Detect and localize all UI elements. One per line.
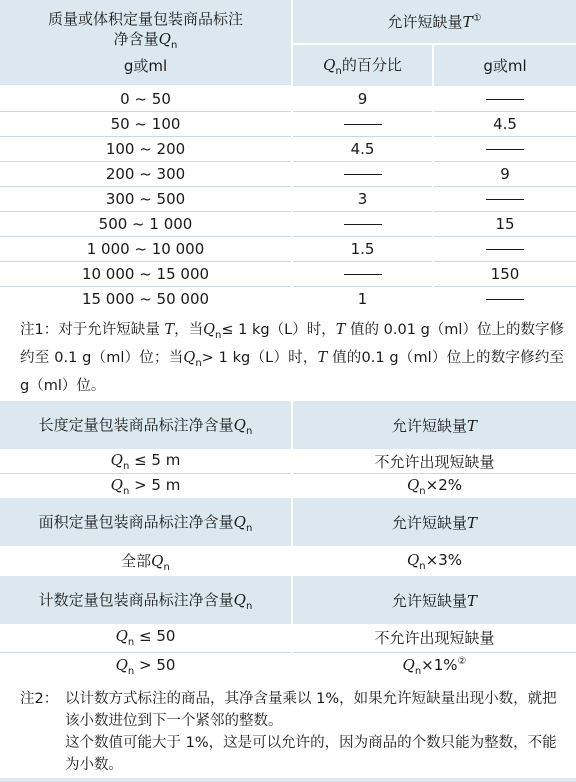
count-value [292, 652, 576, 680]
note-label: 注1： [20, 322, 59, 338]
header-text: 允许短缺量 [387, 13, 463, 31]
area-header-right [292, 498, 576, 546]
n-subscript: n [245, 600, 253, 612]
area-header-left [0, 498, 292, 546]
note-text: 这个数值可能大于 1%，这是可以允许的，因为商品的个数只能为整数，不能为小数。 [65, 735, 557, 773]
note-text: ≤ 1 kg（L）时， [221, 322, 336, 338]
q-symbol: Q [158, 30, 171, 48]
percent-cell [292, 187, 433, 212]
n-subscript: n [245, 425, 253, 437]
range-cell [0, 262, 292, 287]
header-text: 的百分比 [341, 56, 402, 74]
t-symbol: T [467, 513, 478, 532]
gml-cell [433, 137, 576, 162]
footnote-mark: ① [472, 13, 482, 24]
dash-mark [486, 249, 524, 250]
dash-mark [344, 174, 382, 175]
gml-cell [433, 212, 576, 237]
header-text: 面积定量包装商品标注净含量 [38, 512, 234, 531]
cell-text: 15 [495, 215, 515, 233]
cell-text: 9 [357, 89, 368, 108]
cell-text: 500 ~ 1 000 [98, 215, 193, 233]
length-value [292, 449, 576, 474]
cond-text: ≤ 50 [139, 627, 176, 646]
col-header-allowed-shortage [292, 0, 576, 44]
cell-text: 9 [500, 165, 510, 183]
cell-text: 4.5 [493, 115, 517, 133]
col-header-percent [292, 44, 433, 86]
range-cell [0, 112, 292, 137]
percent-cell [292, 112, 433, 137]
range-cell [0, 212, 292, 237]
bottom-divider [0, 778, 576, 782]
q-symbol: Q [406, 550, 420, 569]
cell-text: 150 [490, 265, 520, 283]
n-subscript: n [419, 485, 426, 497]
range-cell [0, 237, 292, 262]
length-cond [0, 449, 292, 474]
n-subscript: n [215, 329, 222, 341]
footnote-mark: ② [457, 655, 467, 667]
range-cell [0, 187, 292, 212]
count-cond [0, 652, 292, 680]
n-subscript: n [127, 637, 135, 649]
q-symbol: Q [323, 56, 336, 74]
table-row [0, 86, 576, 112]
table-row [0, 187, 576, 212]
area-cond [0, 546, 292, 576]
note-2-body [20, 688, 564, 776]
range-cell [0, 137, 292, 162]
value-text: 不允许出现短缺量 [374, 629, 495, 648]
cell-text: 1 [357, 290, 368, 308]
table-row [0, 287, 576, 312]
percent-cell [292, 137, 433, 162]
dash-mark [486, 199, 524, 200]
count-header-left [0, 576, 292, 624]
gml-cell [433, 162, 576, 187]
cell-text: 1.5 [350, 240, 375, 258]
header-text: 长度定量包装商品标注净含量 [38, 415, 234, 434]
count-value [292, 624, 576, 652]
note-label: 注2： [20, 691, 59, 707]
table-row [0, 137, 576, 162]
q-symbol: Q [183, 349, 196, 366]
cell-text: 1 000 ~ 10 000 [86, 240, 205, 258]
dash-mark [344, 224, 382, 225]
q-symbol: Q [233, 590, 246, 609]
t-symbol: T [335, 322, 346, 338]
note-text: 位上的数字修约至 0.1 g（ml）位；当 [20, 322, 565, 366]
note-text: 值的 0.01 g（ml） [350, 322, 477, 338]
note-text: > 1 kg（L）时， [201, 349, 318, 366]
gml-cell [433, 287, 576, 312]
dash-mark [486, 99, 524, 100]
cell-text: 200 ~ 300 [105, 165, 186, 183]
length-header-left [0, 401, 292, 449]
table-row [0, 474, 576, 499]
q-symbol: Q [151, 551, 164, 570]
note-text: 值的 [332, 349, 362, 366]
gml-cell [433, 86, 576, 112]
cell-text: 0 ~ 50 [120, 90, 171, 108]
t-symbol: T [164, 322, 175, 338]
n-subscript: n [195, 357, 202, 369]
gml-cell [433, 112, 576, 137]
percent-cell [292, 287, 433, 312]
note-text: 对于允许短缺量 [58, 322, 160, 338]
t-symbol: T [467, 416, 478, 435]
length-value [292, 474, 576, 499]
n-subscript: n [419, 560, 426, 572]
q-symbol: Q [233, 415, 246, 434]
percent-cell [292, 162, 433, 187]
cond-text: 全部 [121, 551, 152, 570]
n-subscript: n [414, 665, 422, 677]
table-row [0, 449, 576, 474]
percent-cell [292, 262, 433, 287]
dash-mark [486, 299, 524, 300]
q-symbol: Q [115, 627, 128, 646]
table-row [0, 624, 576, 652]
col-header-gml [433, 44, 576, 86]
gml-cell [433, 262, 576, 287]
table-row [0, 262, 576, 287]
q-symbol: Q [115, 655, 128, 674]
note-2 [0, 680, 576, 776]
n-subscript: n [122, 485, 130, 497]
percent-cell [292, 212, 433, 237]
note-1 [0, 311, 576, 401]
table-row [0, 652, 576, 680]
q-symbol: Q [203, 322, 216, 338]
table-row [0, 112, 576, 137]
q-symbol: Q [110, 450, 123, 469]
n-subscript: n [170, 40, 178, 51]
value-text: ×3% [425, 550, 463, 569]
range-cell [0, 287, 292, 312]
cell-text: 50 ~ 100 [110, 115, 181, 133]
cond-text: ≤ 5 m [134, 450, 181, 469]
n-subscript: n [122, 460, 130, 472]
mass-volume-table [0, 0, 576, 311]
q-symbol: Q [110, 475, 123, 494]
header-text: g或ml [483, 57, 527, 75]
length-cond [0, 474, 292, 499]
range-cell [0, 86, 292, 112]
count-header-right [292, 576, 576, 624]
gml-cell [433, 237, 576, 262]
cell-text: 15 000 ~ 50 000 [81, 290, 210, 308]
range-cell [0, 162, 292, 187]
cell-text: 10 000 ~ 15 000 [81, 265, 210, 283]
note-text: ，当 [174, 322, 204, 338]
table-row [0, 212, 576, 237]
cond-text: > 50 [139, 655, 176, 674]
note-text: 0.1 g（ml）位上的数字修约至 g（ml）位。 [20, 349, 565, 394]
q-symbol: Q [406, 475, 420, 494]
length-header-right [292, 401, 576, 449]
cell-text: 300 ~ 500 [105, 190, 186, 208]
note-2-content [65, 688, 564, 776]
header-text: g或ml [123, 57, 168, 75]
table-row [0, 546, 576, 576]
cell-text: 100 ~ 200 [105, 140, 186, 158]
header-text: 允许短缺量 [391, 513, 467, 532]
cond-text: > 5 m [134, 475, 181, 494]
q-symbol: Q [233, 512, 246, 531]
header-text: 允许短缺量 [391, 591, 467, 610]
gml-cell [433, 187, 576, 212]
dash-mark [344, 274, 382, 275]
count-table [0, 576, 576, 680]
percent-cell [292, 237, 433, 262]
n-subscript: n [163, 561, 170, 573]
dash-mark [486, 149, 524, 150]
area-table [0, 498, 576, 576]
q-symbol: Q [402, 655, 415, 674]
n-subscript: n [335, 66, 342, 77]
area-value [292, 546, 576, 576]
n-subscript: n [245, 522, 253, 534]
note-text: 以计数方式标注的商品，其净含量乘以 1%，如果允许短缺量出现小数，就把该小数进位到下一个紧邻的整数。 [65, 691, 557, 729]
table-row [0, 162, 576, 187]
cell-text: 4.5 [350, 140, 375, 158]
header-text: 允许短缺量 [391, 416, 467, 435]
count-cond [0, 624, 292, 652]
header-text: 质量或体积定量包装商品标注 [47, 10, 243, 28]
header-text: 净含量 [113, 30, 159, 48]
percent-cell [292, 86, 433, 112]
value-text: ×1% [421, 655, 458, 674]
header-text: 计数定量包装商品标注净含量 [38, 590, 234, 609]
table-row [0, 237, 576, 262]
value-text: 不允许出现短缺量 [374, 452, 495, 471]
n-subscript: n [127, 665, 135, 677]
dash-mark [344, 124, 382, 125]
t-symbol: T [462, 13, 473, 31]
cell-text: 3 [357, 190, 368, 208]
t-symbol: T [467, 591, 478, 610]
t-symbol: T [317, 349, 328, 366]
length-table [0, 401, 576, 498]
col-header-net-content [0, 0, 292, 86]
value-text: ×2% [425, 475, 463, 494]
